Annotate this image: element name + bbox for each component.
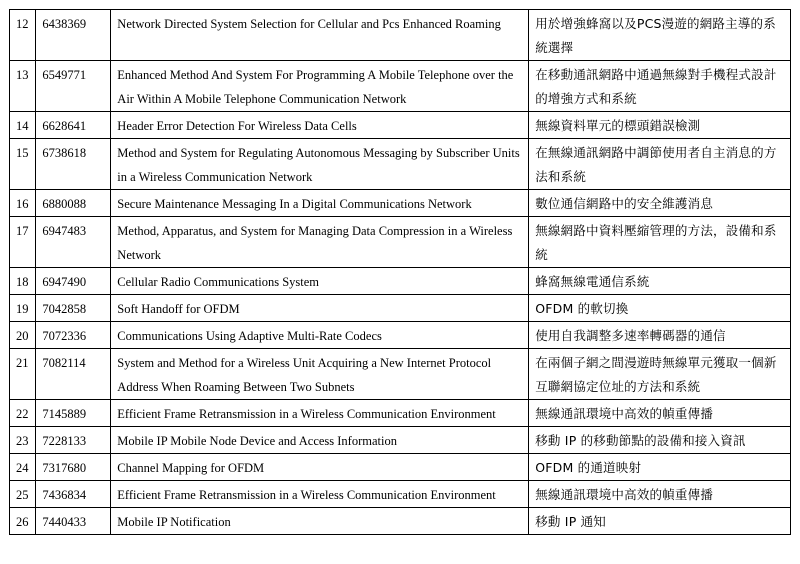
row-number-cell: 21	[10, 349, 36, 400]
row-number-cell: 22	[10, 400, 36, 427]
patent-number-cell: 6549771	[36, 61, 111, 112]
title-english-cell: Secure Maintenance Messaging In a Digital Communications Network	[111, 190, 529, 217]
patent-number-cell: 7440433	[36, 508, 111, 535]
patent-number-cell: 7228133	[36, 427, 111, 454]
title-english-cell: Cellular Radio Communications System	[111, 268, 529, 295]
patent-number-cell: 6438369	[36, 10, 111, 61]
table-row	[10, 508, 791, 535]
title-chinese-cell: 用於增強蜂窩以及PCS漫遊的網路主導的系統選擇	[529, 10, 791, 61]
title-english-cell: Channel Mapping for OFDM	[111, 454, 529, 481]
title-chinese-cell: 在無線通訊網路中調節使用者自主消息的方法和系統	[529, 139, 791, 190]
patent-number-cell: 6947483	[36, 217, 111, 268]
title-english-cell: Method and System for Regulating Autonomous Messaging by Subscriber Units in a Wireless Communication Network	[111, 139, 529, 190]
row-number-cell: 23	[10, 427, 36, 454]
title-english-cell: System and Method for a Wireless Unit Acquiring a New Internet Protocol Address When Roaming Between Two Subnets	[111, 349, 529, 400]
title-chinese-cell: 無線通訊環境中高效的幀重傳播	[529, 481, 791, 508]
title-english-cell: Method, Apparatus, and System for Managing Data Compression in a Wireless Network	[111, 217, 529, 268]
title-chinese-cell: 移動 IP 的移動節點的設備和接入資訊	[529, 427, 791, 454]
table-row	[10, 427, 791, 454]
patent-number-cell: 6947490	[36, 268, 111, 295]
table-row	[10, 400, 791, 427]
table-row	[10, 295, 791, 322]
patent-table	[9, 9, 791, 535]
title-chinese-cell: 無線通訊環境中高效的幀重傳播	[529, 400, 791, 427]
title-chinese-cell: OFDM 的通道映射	[529, 454, 791, 481]
title-english-cell: Soft Handoff for OFDM	[111, 295, 529, 322]
title-chinese-cell: 移動 IP 通知	[529, 508, 791, 535]
patent-number-cell: 7042858	[36, 295, 111, 322]
patent-number-cell: 6628641	[36, 112, 111, 139]
row-number-cell: 19	[10, 295, 36, 322]
patent-number-cell: 7317680	[36, 454, 111, 481]
title-chinese-cell: 蜂窩無線電通信系統	[529, 268, 791, 295]
patent-table-body	[10, 10, 791, 535]
row-number-cell: 20	[10, 322, 36, 349]
patent-number-cell: 7082114	[36, 349, 111, 400]
title-chinese-cell: 使用自我調整多速率轉碼器的通信	[529, 322, 791, 349]
title-english-cell: Communications Using Adaptive Multi-Rate Codecs	[111, 322, 529, 349]
table-row	[10, 190, 791, 217]
patent-number-cell: 6738618	[36, 139, 111, 190]
title-english-cell: Network Directed System Selection for Cellular and Pcs Enhanced Roaming	[111, 10, 529, 61]
title-english-cell: Mobile IP Notification	[111, 508, 529, 535]
row-number-cell: 12	[10, 10, 36, 61]
title-chinese-cell: 在兩個子網之間漫遊時無線單元獲取一個新互聯網協定位址的方法和系統	[529, 349, 791, 400]
row-number-cell: 25	[10, 481, 36, 508]
title-chinese-cell: 數位通信網路中的安全維護消息	[529, 190, 791, 217]
table-row	[10, 112, 791, 139]
table-row	[10, 481, 791, 508]
table-row	[10, 139, 791, 190]
title-english-cell: Efficient Frame Retransmission in a Wireless Communication Environment	[111, 481, 529, 508]
title-chinese-cell: 無線資料單元的標頭錯誤檢測	[529, 112, 791, 139]
title-chinese-cell: 無線網路中資料壓縮管理的方法，設備和系統	[529, 217, 791, 268]
table-row	[10, 61, 791, 112]
row-number-cell: 16	[10, 190, 36, 217]
title-english-cell: Efficient Frame Retransmission in a Wireless Communication Environment	[111, 400, 529, 427]
row-number-cell: 17	[10, 217, 36, 268]
patent-number-cell: 7072336	[36, 322, 111, 349]
title-english-cell: Enhanced Method And System For Programming A Mobile Telephone over the Air Within A Mobile Telephone Communication Network	[111, 61, 529, 112]
table-row	[10, 268, 791, 295]
row-number-cell: 18	[10, 268, 36, 295]
row-number-cell: 26	[10, 508, 36, 535]
title-chinese-cell: 在移動通訊網路中通過無線對手機程式設計的增強方式和系統	[529, 61, 791, 112]
table-row	[10, 454, 791, 481]
patent-number-cell: 7436834	[36, 481, 111, 508]
title-english-cell: Header Error Detection For Wireless Data Cells	[111, 112, 529, 139]
row-number-cell: 13	[10, 61, 36, 112]
table-row	[10, 322, 791, 349]
table-row	[10, 217, 791, 268]
title-chinese-cell: OFDM 的軟切換	[529, 295, 791, 322]
row-number-cell: 24	[10, 454, 36, 481]
table-row	[10, 10, 791, 61]
table-row	[10, 349, 791, 400]
patent-number-cell: 6880088	[36, 190, 111, 217]
row-number-cell: 15	[10, 139, 36, 190]
title-english-cell: Mobile IP Mobile Node Device and Access Information	[111, 427, 529, 454]
row-number-cell: 14	[10, 112, 36, 139]
patent-number-cell: 7145889	[36, 400, 111, 427]
